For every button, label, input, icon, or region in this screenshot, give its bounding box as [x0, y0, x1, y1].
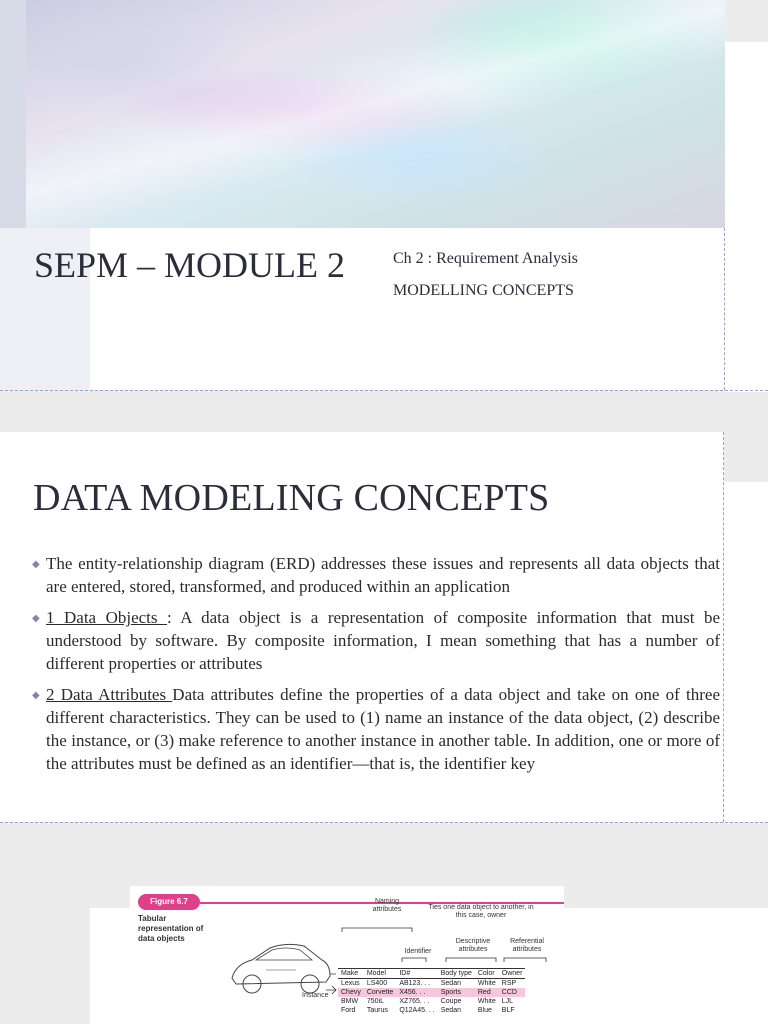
slide-1-right-margin [725, 42, 768, 392]
bullet-text: The entity-relationship diagram (ERD) addresses these issues and represents all data objects that are entered, stored, transformed, and produced within an application [46, 554, 720, 596]
table-cell: X456. . . [396, 988, 437, 997]
bullet-lead: 1 Data Objects [46, 608, 168, 627]
bullet-list [30, 552, 720, 783]
table-row [338, 1006, 525, 1015]
table-cell: Sedan [440, 980, 461, 987]
table-cell: LJL [501, 998, 514, 1005]
table-cell: Blue [477, 1007, 492, 1014]
note-instance: Instance [302, 992, 329, 999]
table-header: ID# [396, 969, 437, 979]
table-cell: AB123. . . [399, 980, 431, 987]
table-cell: Sports [438, 988, 475, 997]
bullet-lead: 2 Data Attributes [46, 685, 173, 704]
bullet-item [30, 683, 720, 775]
table-cell: White [477, 980, 496, 987]
table-header: Color [475, 969, 499, 979]
figure-tag: Figure 6.7 [138, 894, 200, 910]
figure-brackets [336, 914, 556, 968]
note-identifier: Identifier [404, 948, 432, 955]
slide-2-guide-line [723, 432, 724, 822]
table-cell: Chevy [338, 988, 364, 997]
slide-1-title: SEPM – MODULE 2 [34, 245, 346, 285]
note-naming: Naming attributes [372, 898, 402, 913]
slide-2-corner [724, 432, 768, 482]
table-cell: BMW [341, 998, 359, 1005]
slide-1 [0, 0, 725, 390]
note-referential: Referential attributes [510, 938, 544, 953]
table-cell: Q12A45. . . [399, 1007, 435, 1014]
note-ties: Ties one data object to another, in this case, owner [428, 904, 534, 919]
slide-2-left-margin [0, 432, 30, 822]
header-left-strip [0, 0, 26, 228]
table-cell: Corvette [364, 988, 396, 997]
slide-2 [0, 432, 768, 822]
table-cell: LS400 [366, 980, 388, 987]
table-cell: BLF [501, 1007, 515, 1014]
iridescent-header-image [0, 0, 725, 228]
figure-tabular-data-objects [130, 886, 564, 1024]
page-separator-2 [0, 822, 768, 823]
slide-2-title: DATA MODELING CONCEPTS [33, 477, 550, 519]
note-descriptive: Descriptive attributes [455, 938, 491, 953]
table-cell: Ford [341, 1007, 356, 1014]
table-row-highlighted [338, 988, 525, 997]
table-header: Owner [499, 969, 526, 979]
car-illustration-icon [226, 934, 336, 1000]
page-separator-1 [0, 390, 768, 391]
table-cell: Lexus [341, 980, 360, 987]
bullet-item [30, 552, 720, 598]
table-cell: RSP [501, 980, 517, 987]
table-cell: Red [475, 988, 499, 997]
table-header: Model [364, 969, 396, 979]
slide-3 [0, 864, 768, 1024]
table-row [338, 979, 525, 989]
bullet-item [30, 606, 720, 675]
table-row [338, 997, 525, 1006]
table-cell: Sedan [440, 1007, 461, 1014]
table-cell: CCD [499, 988, 526, 997]
bullet-diamond-icon: ◆ [32, 690, 40, 701]
table-cell: White [477, 998, 496, 1005]
table-cell: XZ765. . . [399, 998, 430, 1005]
instance-arrow-icon [326, 984, 338, 996]
bullet-text: : A data object is a representation of composite information that must be understood by software. By composite information, I mean something that has a number of different properties or attributes [46, 608, 720, 673]
table-cell: 750iL [366, 998, 384, 1005]
data-object-table [338, 968, 525, 1015]
slide-1-topic: MODELLING CONCEPTS [393, 282, 574, 299]
figure-caption: Tabular representation of data objects [138, 914, 204, 943]
table-cell: Taurus [366, 1007, 388, 1014]
table-header: Body type [438, 969, 475, 979]
slide-1-chapter: Ch 2 : Requirement Analysis [393, 250, 578, 267]
table-header: Make [338, 969, 364, 979]
table-cell: Coupe [440, 998, 462, 1005]
bullet-diamond-icon: ◆ [32, 559, 40, 570]
bullet-diamond-icon: ◆ [32, 613, 40, 624]
bullet-text: Data attributes define the properties of a data object and take on one of three different characteristics. They can be used to (1) name an instance of the data object, (2) describe the instance, or (3) make reference to another instance in another table. In addition, one or more of the attributes must be defined as an identifier—that is, the identifier key [46, 685, 720, 773]
